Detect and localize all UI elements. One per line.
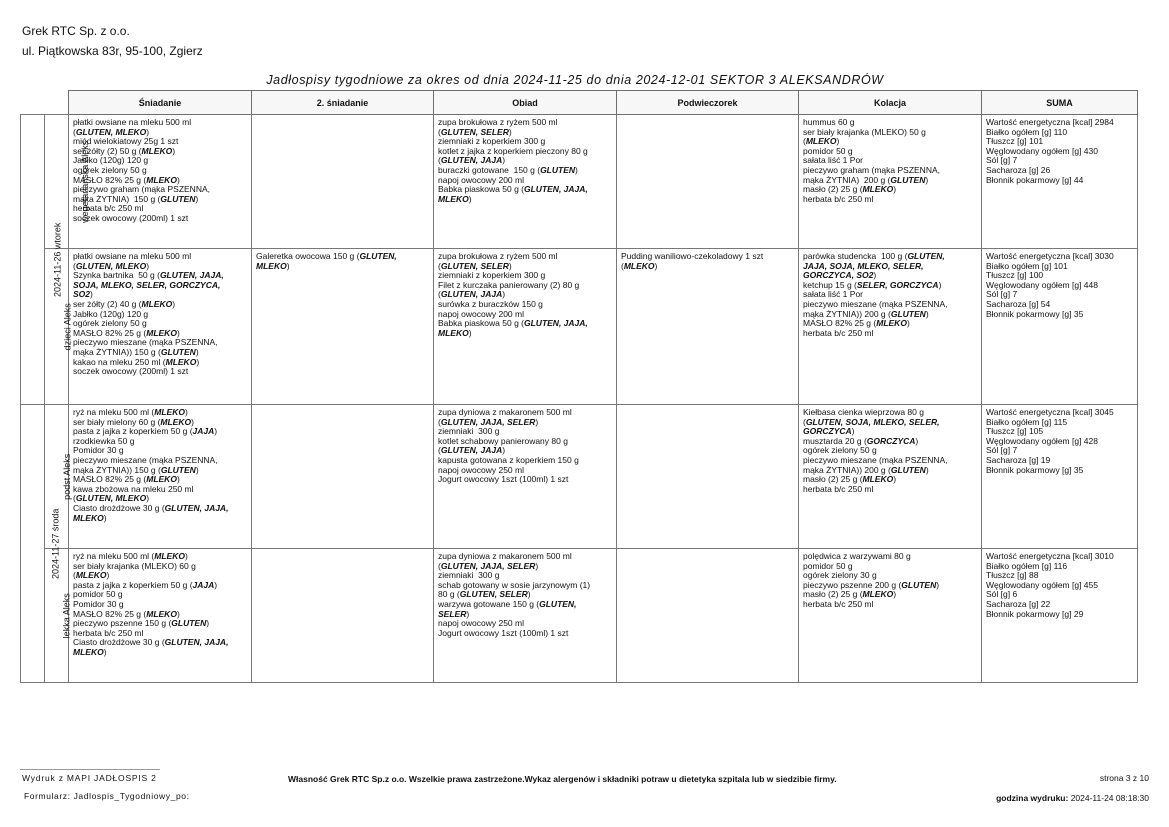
cell-line: masło (2) 25 g (MLEKO): [803, 589, 897, 600]
cell-line: Sól [g] 7: [986, 445, 1018, 456]
cell-line: masło (2) 25 g (MLEKO): [803, 184, 897, 195]
menu-table: [20, 90, 1138, 683]
cell-line: pieczywo mieszane (mąka PSZENNA,: [73, 454, 218, 465]
header-blank-date: [21, 91, 45, 115]
allergen-text: GORCZYCA, SO2: [803, 270, 874, 281]
cell-line: MASŁO 82% 25 g (MLEKO): [803, 318, 910, 329]
meal-cell-sniadanie: [69, 549, 252, 683]
meal-cell-sniadanie: [69, 405, 252, 549]
cell-line: Węglowodany ogółem [g] 448: [986, 279, 1098, 290]
col-header-obiad: Obiad: [434, 91, 617, 115]
allergen-text: GLUTEN, SELER: [440, 126, 509, 137]
allergen-text: JAJA, SOJA, MLEKO, SELER,: [803, 260, 924, 271]
cell-line: Sacharoza [g] 54: [986, 298, 1051, 309]
cell-line: mąka ŻYTNIA) 200 g (GLUTEN): [803, 174, 929, 185]
cell-line: soczek owocowy (200ml) 1 szt: [73, 366, 189, 377]
cell-line: surówka z buraczków 150 g: [438, 298, 543, 309]
cell-line: napoj owocowy 250 ml: [438, 464, 524, 475]
cell-line: MLEKO): [256, 260, 290, 271]
cell-line: parówka studencka 100 g (GLUTEN,: [803, 251, 945, 261]
allergen-text: GLUTEN: [540, 164, 576, 175]
cell-line: Węglowodany ogółem [g] 455: [986, 579, 1098, 590]
allergen-text: MLEKO: [862, 589, 894, 600]
cell-line: ogórek zielony 50 g: [73, 164, 147, 175]
meal-cell-obiad: [434, 549, 617, 683]
cell-line: MLEKO): [438, 193, 472, 204]
cell-line: sałata liść 1 Por: [803, 289, 863, 300]
cell-line: ser biały krajanka (MLEKO) 60 g: [73, 560, 196, 571]
cell-line: MASŁO 82% 25 g (MLEKO): [73, 608, 180, 619]
allergen-text: MLEKO: [154, 551, 185, 561]
print-time-label: godzina wydruku:: [996, 793, 1069, 803]
cell-line: herbata b/c 250 ml: [803, 598, 874, 609]
cell-line: ser żółty (2) 40 g (MLEKO): [73, 298, 176, 309]
allergen-text: MLEKO: [141, 145, 173, 156]
cell-line: Wartość energetyczna [kcal] 3045: [986, 407, 1114, 417]
cell-line: MASŁO 82% 25 g (MLEKO): [73, 327, 180, 338]
cell-line: rzodkiewka 50 g: [73, 435, 135, 446]
allergen-text: MLEKO: [862, 474, 894, 485]
diet-name-label: podst Aleks: [62, 453, 73, 500]
cell-line: mąka ŻYTNIA)) 200 g (GLUTEN): [803, 464, 929, 475]
allergen-text: GLUTEN, MLEKO: [75, 260, 147, 271]
allergen-text: MLEKO: [146, 174, 177, 185]
allergen-text: GLUTEN, MLEKO: [75, 126, 147, 137]
document-title: Jadłospisy tygodniowe za okres od dnia 2024-11-25 do dnia 2024-12-01 SEKTOR 3 ALEKSANDRÓW: [266, 73, 884, 87]
cell-line: Galeretka owocowa 150 g (GLUTEN,: [256, 251, 397, 261]
cell-line: Jogurt owocowy 1szt (100ml) 1 szt: [438, 474, 569, 485]
allergen-text: SO2: [73, 289, 91, 300]
cell-line: mąka ŻYTNIA)) 200 g (GLUTEN): [803, 308, 929, 319]
meal-cell-2-sniadanie: [252, 115, 434, 249]
day-date-label: 2024-11-27 środa: [50, 508, 61, 579]
cell-line: (MLEKO): [803, 136, 840, 147]
cell-line: ogórek zielony 30 g: [803, 570, 877, 581]
cell-line: zupa dyniowa z makaronem 500 ml: [438, 407, 572, 417]
cell-line: (GLUTEN, JAJA, SELER): [438, 416, 539, 427]
cell-line: MASŁO 82% 25 g (MLEKO): [73, 474, 180, 485]
cell-line: Jabłko (120g) 120 g: [73, 155, 149, 166]
allergen-text: GLUTEN, JAJA, SELER: [440, 416, 536, 427]
meal-cell-sniadanie: [69, 249, 252, 405]
allergen-text: GLUTEN, JAJA,: [524, 184, 588, 195]
cell-line: Wartość energetyczna [kcal] 2984: [986, 117, 1114, 127]
cell-line: pieczywo mieszane (mąka PSZENNA,: [803, 454, 948, 465]
cell-line: pieczywo graham (mąka PSZENNA,: [73, 184, 210, 195]
cell-line: pieczywo pszenne 200 g (GLUTEN): [803, 579, 940, 590]
allergen-text: MLEKO: [160, 416, 192, 427]
cell-line: ryż na mleku 500 ml (MLEKO): [73, 551, 188, 561]
cell-line: (GLUTEN, SELER): [438, 126, 512, 137]
nutrition-summary-cell: [982, 249, 1138, 405]
cell-line: Tłuszcz [g] 101: [986, 136, 1044, 147]
allergen-text: GLUTEN: [160, 193, 196, 204]
company-address: ul. Piątkowska 83r, 95-100, Zgierz: [22, 44, 203, 58]
header-blank-diet: [45, 91, 69, 115]
cell-line: Błonnik pokarmowy [g] 35: [986, 308, 1084, 319]
cell-line: MASŁO 82% 25 g (MLEKO): [73, 174, 180, 185]
company-name: Grek RTC Sp. z o.o.: [22, 24, 130, 38]
cell-line: Białko ogółem [g] 115: [986, 416, 1068, 427]
allergen-text: GLUTEN, MLEKO: [75, 493, 147, 504]
cell-line: Filet z kurczaka panierowany (2) 80 g: [438, 279, 580, 290]
cell-line: Jabłko (120g) 120 g: [73, 308, 149, 319]
allergen-text: MLEKO: [154, 407, 185, 417]
cell-line: musztarda 20 g (GORCZYCA): [803, 435, 919, 446]
meal-cell-2-sniadanie: [252, 249, 434, 405]
cell-line: sałata liść 1 Por: [803, 155, 863, 166]
cell-line: zupa brokułowa z ryżem 500 ml: [438, 117, 558, 127]
cell-line: pomidor 50 g: [803, 560, 853, 571]
allergen-text: MLEKO: [438, 327, 469, 338]
allergen-text: GLUTEN: [890, 308, 926, 319]
allergen-text: MLEKO: [141, 298, 173, 309]
col-header-kolacja: Kolacja: [799, 91, 982, 115]
allergen-text: GLUTEN, JAJA,: [159, 270, 224, 281]
day-date-cell: [21, 115, 63, 405]
cell-line: zupa dyniowa z makaronem 500 ml: [438, 551, 572, 561]
cell-line: mąka ŻYTNIA)) 150 g (GLUTEN): [73, 464, 199, 475]
cell-line: (MLEKO): [621, 260, 658, 271]
allergen-text: GLUTEN,: [539, 598, 577, 609]
cell-line: Ciasto drożdżowe 30 g (GLUTEN, JAJA,: [73, 502, 229, 513]
cell-line: hummus 60 g: [803, 117, 855, 127]
allergen-text: GLUTEN: [160, 346, 196, 357]
cell-line: napoj owocowy 250 ml: [438, 618, 524, 629]
cell-line: Błonnik pokarmowy [g] 44: [986, 174, 1084, 185]
cell-line: ser biały mielony 60 g (MLEKO): [73, 416, 194, 427]
cell-line: kotlet z jajka z koperkiem pieczony 80 g: [438, 145, 588, 156]
meal-cell-kolacja: [799, 549, 982, 683]
diet-name-label: lekka Aleks: [61, 592, 72, 639]
allergen-text: GORCZYCA: [866, 435, 916, 446]
cell-line: ziemniaki 300 g: [438, 426, 500, 437]
cell-line: miód wielokiatowy 25g 1 szt: [73, 136, 179, 147]
diet-name-label: wegetariańska Aleks: [80, 140, 91, 223]
header-row: [21, 91, 1138, 115]
cell-line: pieczywo mieszane (mąka PSZENNA,: [73, 337, 218, 348]
allergen-text: GLUTEN: [890, 174, 926, 185]
cell-line: herbata b/c 250 ml: [803, 483, 874, 494]
allergen-text: GLUTEN: [171, 618, 207, 629]
footer-ownership-note: Własność Grek RTC Sp.z o.o. Wszelkie prawa zastrzeżone.Wykaz alergenów i składniki potraw u dietetyka szpitala lub w siedzibie firmy.: [288, 774, 837, 784]
cell-line: ryż na mleku 500 ml (MLEKO): [73, 407, 188, 417]
cell-line: herbata b/c 250 ml: [803, 193, 874, 204]
meal-cell-sniadanie: [69, 115, 252, 249]
allergen-text: GLUTEN,: [359, 251, 397, 261]
cell-line: Babka piaskowa 50 g (GLUTEN, JAJA,: [438, 318, 588, 329]
cell-line: kakao na mleku 250 ml (MLEKO): [73, 356, 200, 367]
cell-line: masło (2) 25 g (MLEKO): [803, 474, 897, 485]
allergen-text: MLEKO: [805, 136, 837, 147]
cell-line: pieczywo pszenne 150 g (GLUTEN): [73, 618, 210, 629]
cell-line: MLEKO): [73, 512, 107, 523]
cell-line: płatki owsiane na mleku 500 ml: [73, 251, 192, 261]
cell-line: ogórek zielony 50 g: [73, 318, 147, 329]
col-header-podwieczorek: Podwieczorek: [617, 91, 799, 115]
allergen-text: MLEKO: [146, 608, 177, 619]
cell-line: Białko ogółem [g] 101: [986, 260, 1068, 271]
cell-line: buraczki gotowane 150 g (GLUTEN): [438, 164, 578, 175]
allergen-text: MLEKO: [438, 193, 469, 204]
cell-line: Pomidor 30 g: [73, 598, 124, 609]
allergen-text: GLUTEN, JAJA,: [524, 318, 588, 329]
cell-line: Pudding waniliowo-czekoladowy 1 szt: [621, 251, 764, 261]
cell-line: Sacharoza [g] 22: [986, 598, 1051, 609]
cell-line: Błonnik pokarmowy [g] 29: [986, 608, 1084, 619]
cell-line: Węglowodany ogółem [g] 430: [986, 145, 1098, 156]
allergen-text: GLUTEN, SELER: [459, 589, 528, 600]
cell-line: ziemniaki 300 g: [438, 570, 500, 581]
allergen-text: JAJA: [192, 579, 215, 590]
allergen-text: MLEKO: [73, 512, 104, 523]
cell-line: mąka ŻYTNIA) 150 g (GLUTEN): [73, 193, 199, 204]
cell-line: Wartość energetyczna [kcal] 3010: [986, 551, 1114, 561]
cell-line: Sól [g] 6: [986, 589, 1018, 600]
cell-line: SELER): [438, 608, 470, 619]
allergen-text: SELER: [438, 608, 467, 619]
cell-line: ser żółty (2) 50 g (MLEKO): [73, 145, 176, 156]
allergen-text: MLEKO: [75, 570, 107, 581]
cell-line: ogórek zielony 50 g: [803, 445, 877, 456]
allergen-text: GLUTEN: [890, 464, 926, 475]
cell-line: Szynka bartnika 50 g (GLUTEN, JAJA,: [73, 270, 224, 281]
cell-line: napoj owocowy 200 ml: [438, 174, 524, 185]
meal-cell-kolacja: [799, 405, 982, 549]
table-row-podst: [21, 405, 1138, 549]
meal-cell-podwieczorek: [617, 249, 799, 405]
footer-form-name: Formularz: Jadlospis_Tygodniowy_po:: [24, 791, 190, 801]
cell-line: polędwica z warzywami 80 g: [803, 551, 911, 561]
allergen-text: GLUTEN, SELER: [440, 260, 509, 271]
meal-cell-obiad: [434, 249, 617, 405]
cell-line: Tłuszcz [g] 100: [986, 270, 1044, 281]
cell-line: GORCZYCA): [803, 426, 855, 437]
meal-cell-2-sniadanie: [252, 405, 434, 549]
cell-line: kotlet schabowy panierowany 80 g: [438, 435, 568, 446]
allergen-text: GLUTEN: [901, 579, 937, 590]
cell-line: ser biały krajanka (MLEKO) 50 g: [803, 126, 926, 137]
meal-cell-podwieczorek: [617, 115, 799, 249]
cell-line: (GLUTEN, JAJA, SELER): [438, 560, 539, 571]
cell-line: kawa zbożowa na mleku 250 ml: [73, 483, 194, 494]
table-row-wegetarianska: [21, 115, 1138, 249]
cell-line: mąka ŻYTNIA)) 150 g (GLUTEN): [73, 346, 199, 357]
cell-line: ziemniaki z koperkiem 300 g: [438, 136, 546, 147]
cell-line: Kiełbasa cienka wieprzowa 80 g: [803, 407, 924, 417]
allergen-text: MLEKO: [256, 260, 287, 271]
meal-cell-2-sniadanie: [252, 549, 434, 683]
cell-line: SO2): [73, 289, 93, 300]
cell-line: MLEKO): [438, 327, 472, 338]
allergen-text: GLUTEN, JAJA: [440, 445, 503, 456]
nutrition-summary-cell: [982, 115, 1138, 249]
meal-cell-obiad: [434, 115, 617, 249]
cell-line: kapusta gotowana z koperkiem 150 g: [438, 454, 579, 465]
cell-line: herbata b/c 250 ml: [73, 203, 144, 214]
col-header-suma: SUMA: [982, 91, 1138, 115]
cell-line: Sól [g] 7: [986, 155, 1018, 166]
print-timestamp: [996, 793, 1149, 803]
cell-line: Jogurt owocowy 1szt (100ml) 1 szt: [438, 627, 569, 638]
cell-line: pomidor 50 g: [73, 589, 123, 600]
cell-line: Babka piaskowa 50 g (GLUTEN, JAJA,: [438, 184, 588, 195]
cell-line: (GLUTEN, JAJA): [438, 289, 506, 300]
cell-line: pieczywo graham (mąka PSZENNA,: [803, 164, 940, 175]
cell-line: (GLUTEN, MLEKO): [73, 493, 150, 504]
cell-line: herbata b/c 250 ml: [803, 327, 874, 338]
allergen-text: MLEKO: [862, 184, 894, 195]
table-row-lekka: [21, 549, 1138, 683]
allergen-text: MLEKO: [165, 356, 197, 367]
day-date-cell: [21, 405, 61, 683]
cell-line: warzywa gotowane 150 g (GLUTEN,: [438, 598, 577, 609]
footer-divider: [20, 769, 160, 770]
print-time-value: 2024-11-24 08:18:30: [1070, 793, 1149, 803]
cell-line: (GLUTEN, MLEKO): [73, 260, 150, 271]
cell-line: 80 g (GLUTEN, SELER): [438, 589, 531, 600]
meal-cell-podwieczorek: [617, 549, 799, 683]
cell-line: płatki owsiane na mleku 500 ml: [73, 117, 192, 127]
cell-line: Ciasto drożdżowe 30 g (GLUTEN, JAJA,: [73, 637, 229, 648]
nutrition-summary-cell: [982, 549, 1138, 683]
allergen-text: SELER, GORCZYCA: [856, 279, 939, 290]
cell-line: pasta z jajka z koperkiem 50 g (JAJA): [73, 426, 218, 437]
allergen-text: MLEKO: [623, 260, 655, 271]
meal-cell-kolacja: [799, 115, 982, 249]
cell-line: Sacharoza [g] 19: [986, 454, 1051, 465]
allergen-text: GORCZYCA: [803, 426, 852, 437]
allergen-text: GLUTEN: [160, 464, 196, 475]
cell-line: ziemniaki z koperkiem 300 g: [438, 270, 546, 281]
allergen-text: GLUTEN, JAJA: [440, 289, 503, 300]
meal-cell-podwieczorek: [617, 405, 799, 549]
cell-line: Błonnik pokarmowy [g] 35: [986, 464, 1084, 475]
cell-line: Węglowodany ogółem [g] 428: [986, 435, 1098, 446]
allergen-text: MLEKO: [146, 474, 177, 485]
allergen-text: SOJA, MLEKO, SELER, GORCZYCA,: [73, 279, 221, 290]
cell-line: pomidor 50 g: [803, 145, 853, 156]
allergen-text: MLEKO: [146, 327, 177, 338]
allergen-text: GLUTEN, JAJA,: [164, 637, 229, 648]
cell-line: Sacharoza [g] 26: [986, 164, 1051, 175]
cell-line: Tłuszcz [g] 88: [986, 570, 1039, 581]
col-header-2-sniadanie: 2. śniadanie: [252, 91, 434, 115]
cell-line: napoj owocowy 200 ml: [438, 308, 524, 319]
cell-line: MLEKO): [73, 646, 107, 657]
cell-line: Tłuszcz [g] 105: [986, 426, 1044, 437]
nutrition-summary-cell: [982, 405, 1138, 549]
col-header-sniadanie: Śniadanie: [69, 91, 252, 115]
allergen-text: GLUTEN, JAJA,: [164, 502, 229, 513]
meal-cell-kolacja: [799, 249, 982, 405]
cell-line: zupa brokułowa z ryżem 500 ml: [438, 251, 558, 261]
allergen-text: GLUTEN,: [907, 251, 945, 261]
cell-line: Sól [g] 7: [986, 289, 1018, 300]
cell-line: Wartość energetyczna [kcal] 3030: [986, 251, 1114, 261]
cell-line: pieczywo mieszane (mąka PSZENNA,: [803, 298, 948, 309]
cell-line: (GLUTEN, MLEKO): [73, 126, 150, 137]
cell-line: (MLEKO): [73, 570, 110, 581]
cell-line: GORCZYCA, SO2): [803, 270, 877, 281]
cell-line: Pomidor 30 g: [73, 445, 124, 456]
cell-line: schab gotowany w sosie jarzynowym (1): [438, 579, 591, 590]
cell-line: Białko ogółem [g] 116: [986, 560, 1068, 571]
cell-line: (GLUTEN, JAJA): [438, 445, 506, 456]
allergen-text: MLEKO: [73, 646, 104, 657]
page-number: strona 3 z 10: [1099, 773, 1149, 783]
day-date-label: 2024-11-26 wtorek: [52, 222, 63, 297]
table-row-dzieci: [21, 249, 1138, 405]
cell-line: ketchup 15 g (SELER, GORCZYCA): [803, 279, 942, 290]
cell-line: Białko ogółem [g] 110: [986, 126, 1068, 137]
meal-cell-obiad: [434, 405, 617, 549]
footer-printout: Wydruk z MAPI JADŁOSPIS 2: [22, 773, 157, 783]
cell-line: soczek owocowy (200ml) 1 szt: [73, 212, 189, 223]
cell-line: (GLUTEN, JAJA): [438, 155, 506, 166]
diet-name-label: dzieci Aleks: [62, 302, 73, 351]
allergen-text: MLEKO: [876, 318, 907, 329]
cell-line: [73, 281, 247, 291]
cell-line: (GLUTEN, SOJA, MLEKO, SELER,: [803, 416, 940, 427]
allergen-text: JAJA: [192, 426, 215, 437]
cell-line: pasta z jajka z koperkiem 50 g (JAJA): [73, 579, 218, 590]
allergen-text: GLUTEN, JAJA, SELER: [440, 560, 536, 571]
cell-line: herbata b/c 250 ml: [73, 627, 144, 638]
allergen-text: GLUTEN, SOJA, MLEKO, SELER,: [805, 416, 940, 427]
cell-line: (GLUTEN, SELER): [438, 260, 512, 271]
allergen-text: GLUTEN, JAJA: [440, 155, 503, 166]
